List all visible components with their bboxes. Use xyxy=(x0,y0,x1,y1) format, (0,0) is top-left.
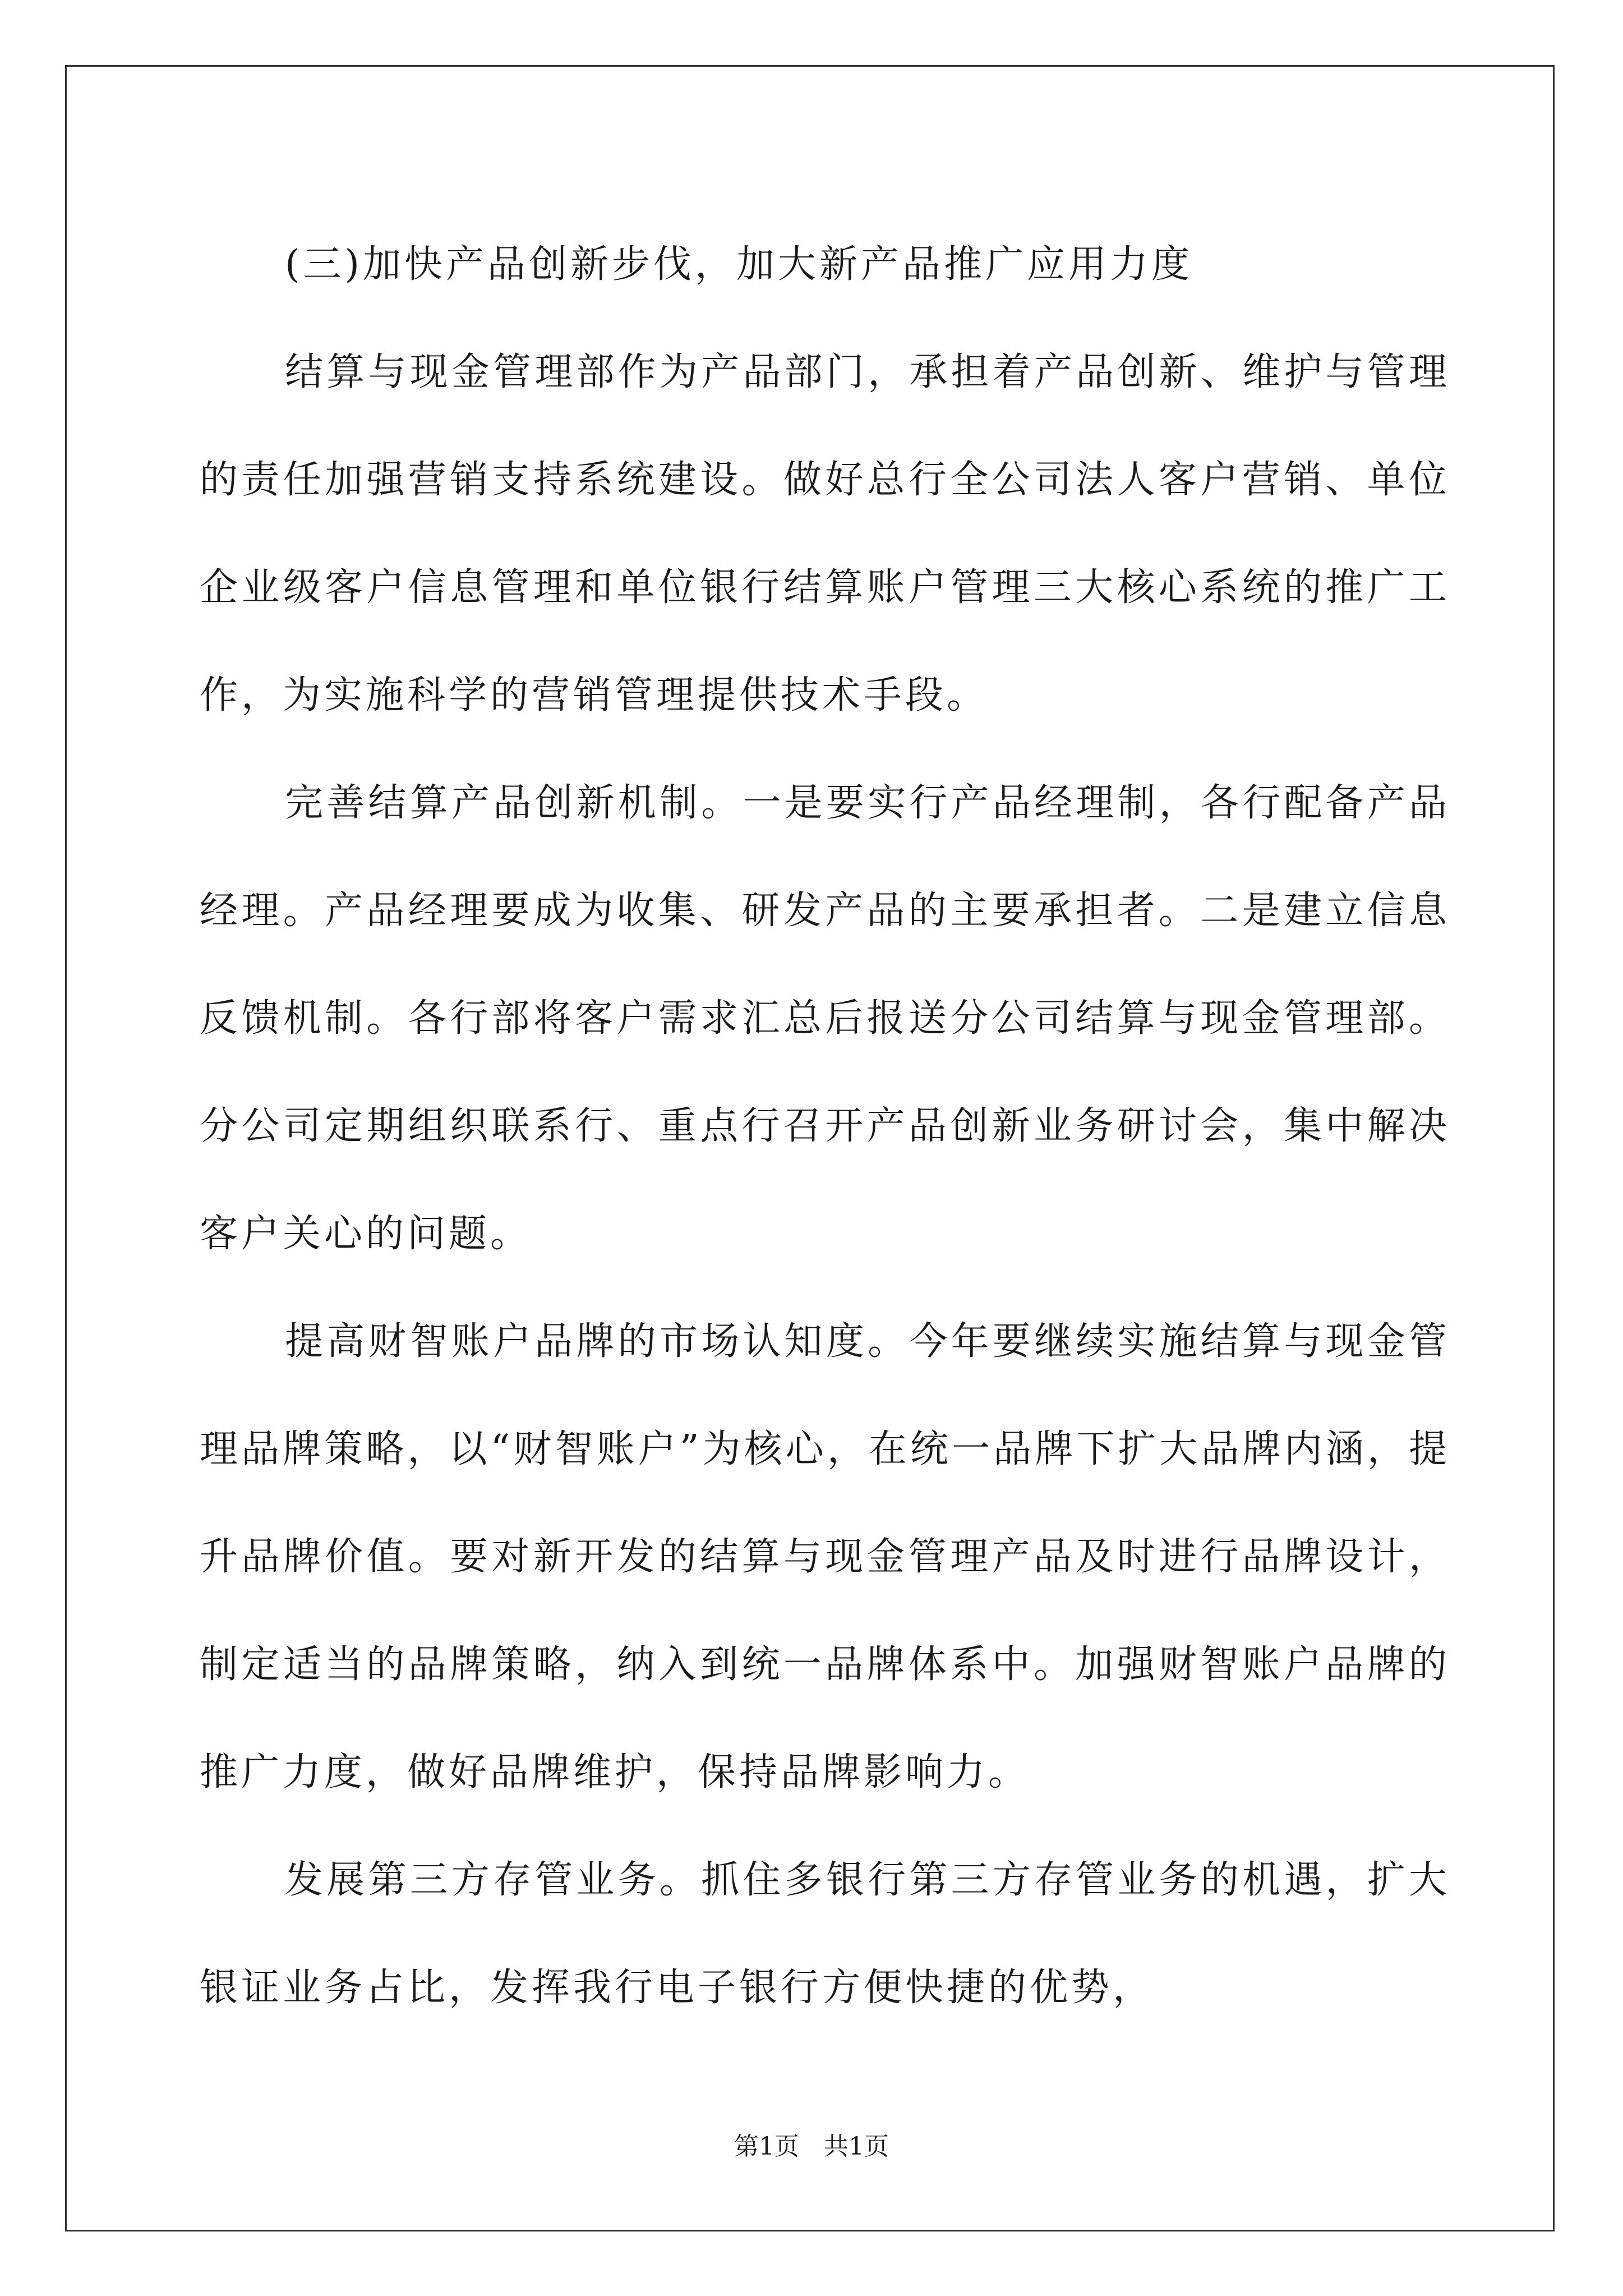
paragraph: 发展第三方存管业务。抓住多银行第三方存管业务的机遇，扩大银证业务占比，发挥我行电子银行方便快捷的优势， xyxy=(200,1858,1450,2010)
page-number-footer: 第1页 共1页 xyxy=(734,2132,889,2161)
paragraph: 完善结算产品创新机制。一是要实行产品经理制，各行配备产品经理。产品经理要成为收集、研发产品的主要承担者。二是建立信息反馈机制。各行部将客户需求汇总后报送分公司结算与现金管理部。分公司定期组织联系行、重点行召开产品创新业务研讨会，集中解决客户关心的问题。 xyxy=(200,781,1450,1256)
section-heading: (三)加快产品创新步伐，加大新产品推广应用力度 xyxy=(285,242,1193,287)
paragraph: 提高财智账户品牌的市场认知度。今年要继续实施结算与现金管理品牌策略，以“财智账户”为核心，在统一品牌下扩大品牌内涵，提升品牌价值。要对新开发的结算与现金管理产品及时进行品牌设计，制定适当的品牌策略，纳入到统一品牌体系中。加强财智账户品牌的推广力度，做好品牌维护，保持品牌影响力。 xyxy=(200,1319,1450,1795)
document-body xyxy=(200,211,1450,2042)
paragraph: 结算与现金管理部作为产品部门，承担着产品创新、维护与管理的责任加强营销支持系统建设。做好总行全公司法人客户营销、单位企业级客户信息管理和单位银行结算账户管理三大核心系统的推广工作，为实施科学的营销管理提供技术手段。 xyxy=(200,350,1450,717)
